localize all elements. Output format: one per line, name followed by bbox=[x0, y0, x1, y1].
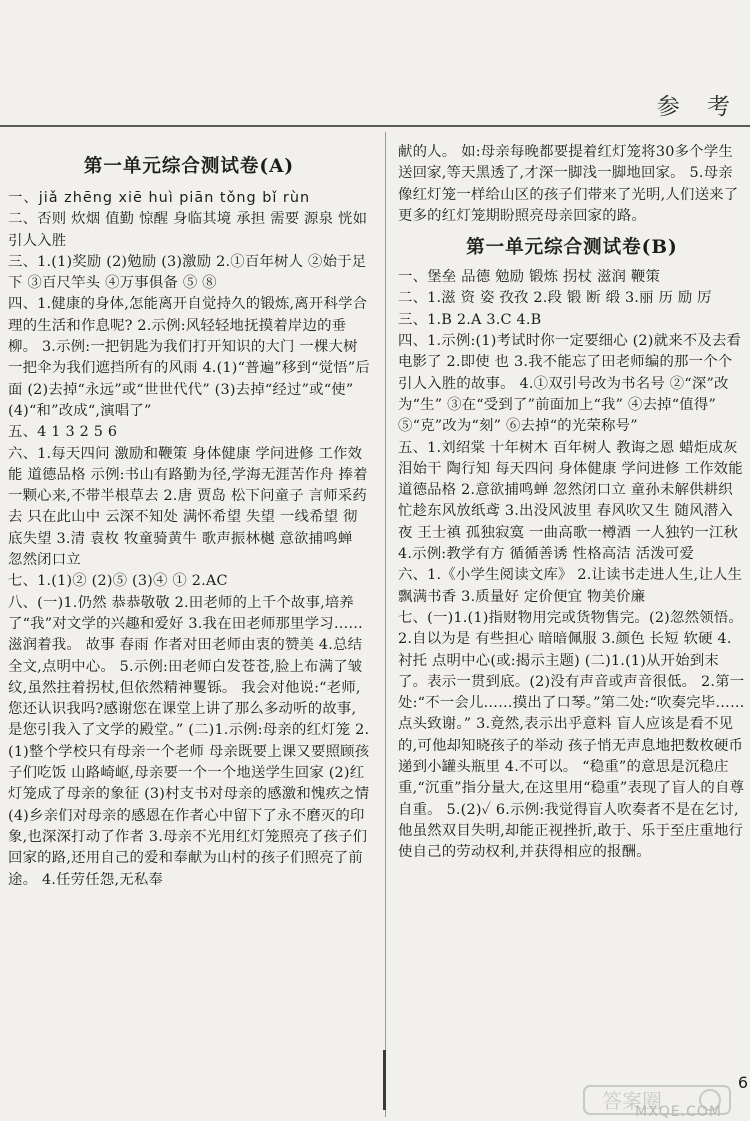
right-column bbox=[398, 142, 746, 864]
header-rule bbox=[0, 125, 750, 127]
answer-b-section-1: 一、堡垒 品德 勉励 锻炼 拐杖 滋润 鞭策 bbox=[398, 269, 661, 286]
answer-b-section-6: 六、1.《小学生阅读文库》 2.让读书走进人生,让人生飘满书香 3.质量好 定价便宜 物美价廉 bbox=[398, 567, 743, 605]
page-number: 6 bbox=[737, 1073, 748, 1092]
answer-section-4: 四、1.健康的身体,怎能离开自觉持久的锻炼,离开科学合理的生活和作息呢? 2.示例:风轻轻地抚摸着岸边的垂柳。 3.示例:一把钥匙为我们打开知识的大门 一棵大树 一把伞为我们遮挡所有的风雨 4.(1)“普遍”移到“觉悟”后面 (2)去掉“永远”或“世世代代” (3)去掉“经过”或“使” (4)“和”改成“,演唱了” bbox=[8, 296, 370, 419]
answer-section-7: 七、1.(1)② (2)⑤ (3)④ ① 2.AC bbox=[8, 573, 228, 590]
answer-section-8: 八、(一)1.仍然 恭恭敬敬 2.田老师的上千个故事,培养了“我”对文学的兴趣和爱好 3.我在田老师那里学习……滋润着我。 故事 春雨 作者对田老师由衷的赞美 4.总结全文,点明中心。 5.示例:田老师白发苍苍,脸上布满了皱纹,虽然拄着拐杖,但依然精神矍铄。 我会对他说:“老师,您还认识我吗?感谢您在课堂上讲了那么多动听的故事,是您引我入了文学的殿堂。” (二)1.示例:母亲的红灯笼 2.(1)整个学校只有母亲一个老师 母亲既要上课又要照顾孩子们吃饭 山路崎岖,母亲要一个一个地送学生回家 (2)红灯笼成了母亲的象征 (3)村支书对母亲的感激和愧疚之情 (4)乡亲们对母亲的感恩在作者心中留下了永不磨灭的印象,也深深打动了作者 3.母亲不光用红灯笼照亮了孩子们回家的路,还用自己的爱和奉献为山村的孩子们照亮了前途。 4.任劳任怨,无私奉 bbox=[8, 594, 370, 888]
watermark-url: MXQE.COM bbox=[635, 1104, 722, 1120]
left-column bbox=[8, 142, 370, 891]
watermark-mark: 答案圈 bbox=[602, 1089, 662, 1113]
continued-answer: 献的人。 如:母亲每晚都要提着红灯笼将30多个学生送回家,等天黑透了,才深一脚浅一脚地回家。 5.母亲像红灯笼一样给山区的孩子们带来了光明,人们送来了更多的红灯笼期盼照亮母亲回家的路。 bbox=[398, 144, 739, 224]
test-b-title: 第一单元综合测试卷(B) bbox=[466, 237, 678, 259]
column-divider bbox=[385, 132, 386, 1117]
answer-b-section-5: 五、1.刘绍棠 十年树木 百年树人 教诲之恩 蜡炬成灰泪始干 陶行知 每天四问 身体健康 学问进修 工作效能 道德品格 2.意欲捕鸣蝉 忽然闭口立 童孙未解供耕织 忙趁东风放纸鸢 3.出没风波里 春风吹又生 随风潜入夜 王士禛 孤独寂寞 一曲高歌一樽酒 一人独钓一江秋 4.示例:教学有方 循循善诱 性格高洁 活泼可爱 bbox=[398, 439, 743, 563]
answer-section-6: 六、1.每天四问 激励和鞭策 身体健康 学问进修 工作效能 道德品格 示例:书山有路勤为径,学海无涯苦作舟 捧着一颗心来,不带半根草去 2.唐 贾岛 松下问童子 言师采药去 只在此山中 云深不知处 满怀希望 失望 一线希望 彻底失望 3.清 袁枚 牧童骑黄牛 歌声振林樾 意欲捕鸣蝉 忽然闭口立 bbox=[8, 445, 368, 569]
answer-b-section-3: 三、1.B 2.A 3.C 4.B bbox=[398, 311, 542, 328]
answer-b-section-4: 四、1.示例:(1)考试时你一定要细心 (2)就来不及去看电影了 2.即使 也 3.我不能忘了田老师编的那一个个引人入胜的故事。 4.①双引号改为书名号 ②“深”改为“生” ③在“受到了”前面加上“我” ④去掉“值得” ⑤“克”改为“刻” ⑥去掉“的光荣称号” bbox=[398, 333, 742, 435]
page-header-label: 参 考 bbox=[656, 94, 740, 120]
answer-b-section-2: 二、1.滋 资 姿 孜孜 2.段 锻 断 缎 3.丽 历 励 厉 bbox=[398, 290, 712, 307]
answer-section-2: 二、否则 炊烟 值勤 惊醒 身临其境 承担 需要 源泉 恍如 引人入胜 bbox=[8, 211, 368, 249]
test-a-title: 第一单元综合测试卷(A) bbox=[83, 156, 295, 177]
answer-section-5: 五、4 1 3 2 5 6 bbox=[8, 424, 118, 441]
column-divider-mark bbox=[383, 1050, 386, 1110]
answer-section-3: 三、1.(1)奖励 (2)勉励 (3)激励 2.①百年树人 ②始于足下 ③百尺竿头 ④万事俱备 ⑤ ⑧ bbox=[8, 253, 367, 292]
answer-section-1: 一、jiǎ zhēng xiē huì piān tǒng bǐ rùn bbox=[8, 190, 311, 206]
answer-b-section-7: 七、(一)1.(1)指财物用完或货物售完。(2)忽然领悟。 2.自以为是 有些担心 暗暗佩服 3.颜色 长短 软硬 4.衬托 点明中心(或:揭示主题) (二)1.(1)从开始到末了。表示一贯到底。(2)没有声音或声音很低。 2.第一处:“不一会儿……摸出了口琴。”第二处:“吹奏完毕……点头致谢。” 3.竟然,表示出乎意料 盲人应该是看不见的,可他却知晓孩子的举动 孩子悄无声息地把数枚硬币递到小罐头瓶里 4.不可以。 “稳重”的意思是沉稳庄重,“沉重”指分量大,在这里用“稳重”表现了盲人的自尊自重。 5.(2)✓ 6.示例:我觉得盲人吹奏者不是在乞讨,他虽然双目失明,却能正视挫折,敢于、乐于至庄重地行使自己的劳动权利,并获得相应的报酬。 bbox=[398, 609, 745, 861]
